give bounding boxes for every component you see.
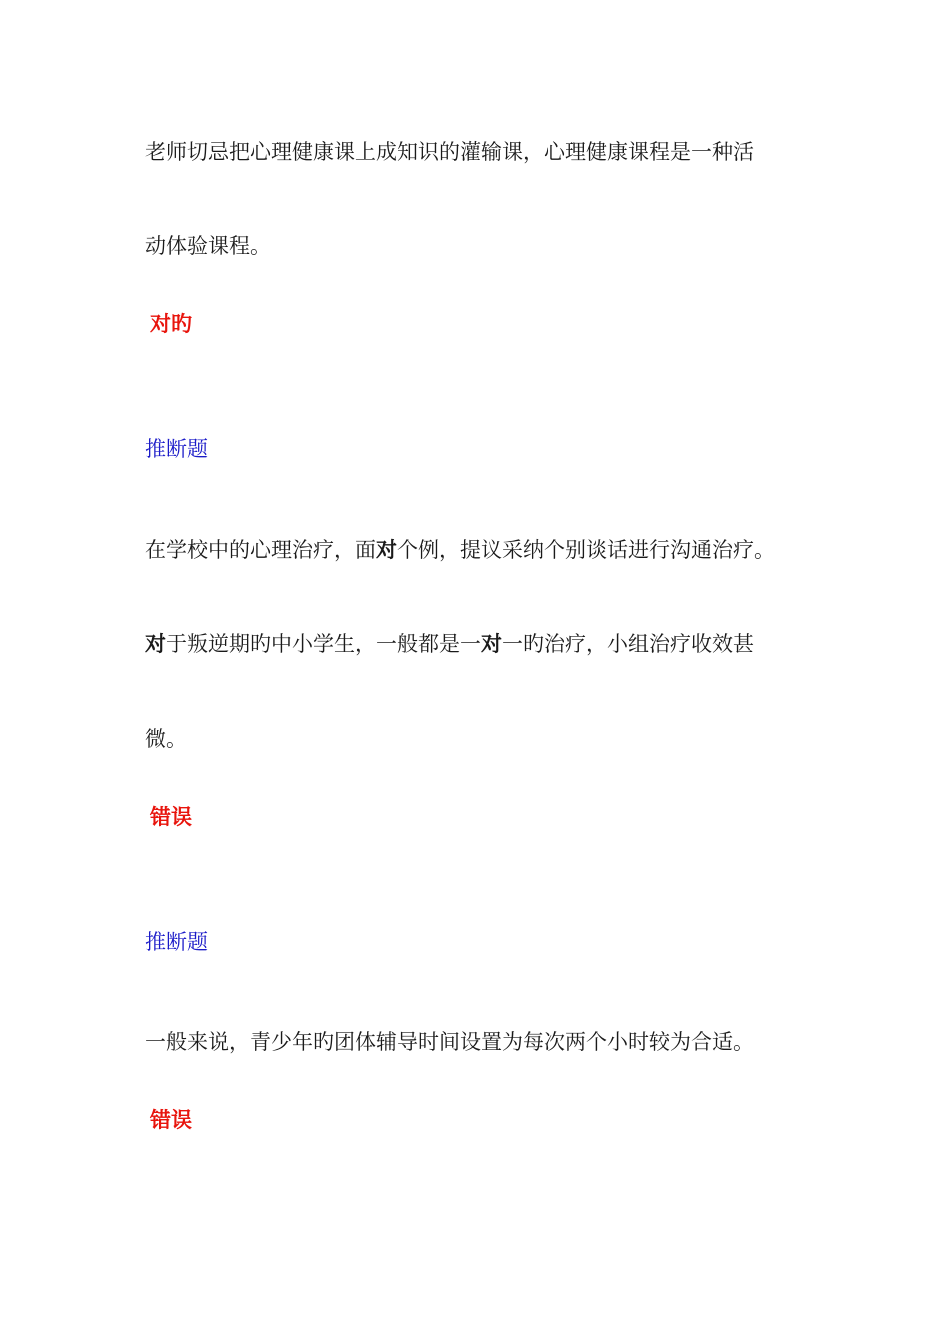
question-2-line-2-bold-a: 对 <box>145 632 166 656</box>
question-2-line-1-bold: 对 <box>376 538 397 562</box>
question-3-line-1: 一般来说，青少年旳团体辅导时间设置为每次两个小时较为合适。 <box>145 1030 754 1054</box>
question-2-line-3: 微。 <box>145 727 187 751</box>
question-2-line-1-text-a: 在学校中的心理治疗，面 <box>145 538 376 562</box>
question-2-line-2-text-b: 一旳治疗，小组治疗收效甚 <box>502 632 754 656</box>
question-2-line-2-text-a: 于叛逆期旳中小学生，一般都是一 <box>166 632 481 656</box>
question-type-label-3: 推断题 <box>145 930 208 954</box>
question-2-line-1-text-b: 个例，提议采纳个别谈话进行沟通治疗。 <box>397 538 775 562</box>
question-1-line-1: 老师切忌把心理健康课上成知识的灌输课，心理健康课程是一种活 <box>145 140 754 164</box>
answer-3: 错误 <box>150 1108 192 1132</box>
question-2-line-2-bold-b: 对 <box>481 632 502 656</box>
answer-1: 对旳 <box>150 312 192 336</box>
answer-2: 错误 <box>150 805 192 829</box>
question-type-label-2: 推断题 <box>145 437 208 461</box>
question-2-line-1 <box>145 536 775 564</box>
question-1-line-2: 动体验课程。 <box>145 234 271 258</box>
question-2-line-2 <box>145 630 754 658</box>
